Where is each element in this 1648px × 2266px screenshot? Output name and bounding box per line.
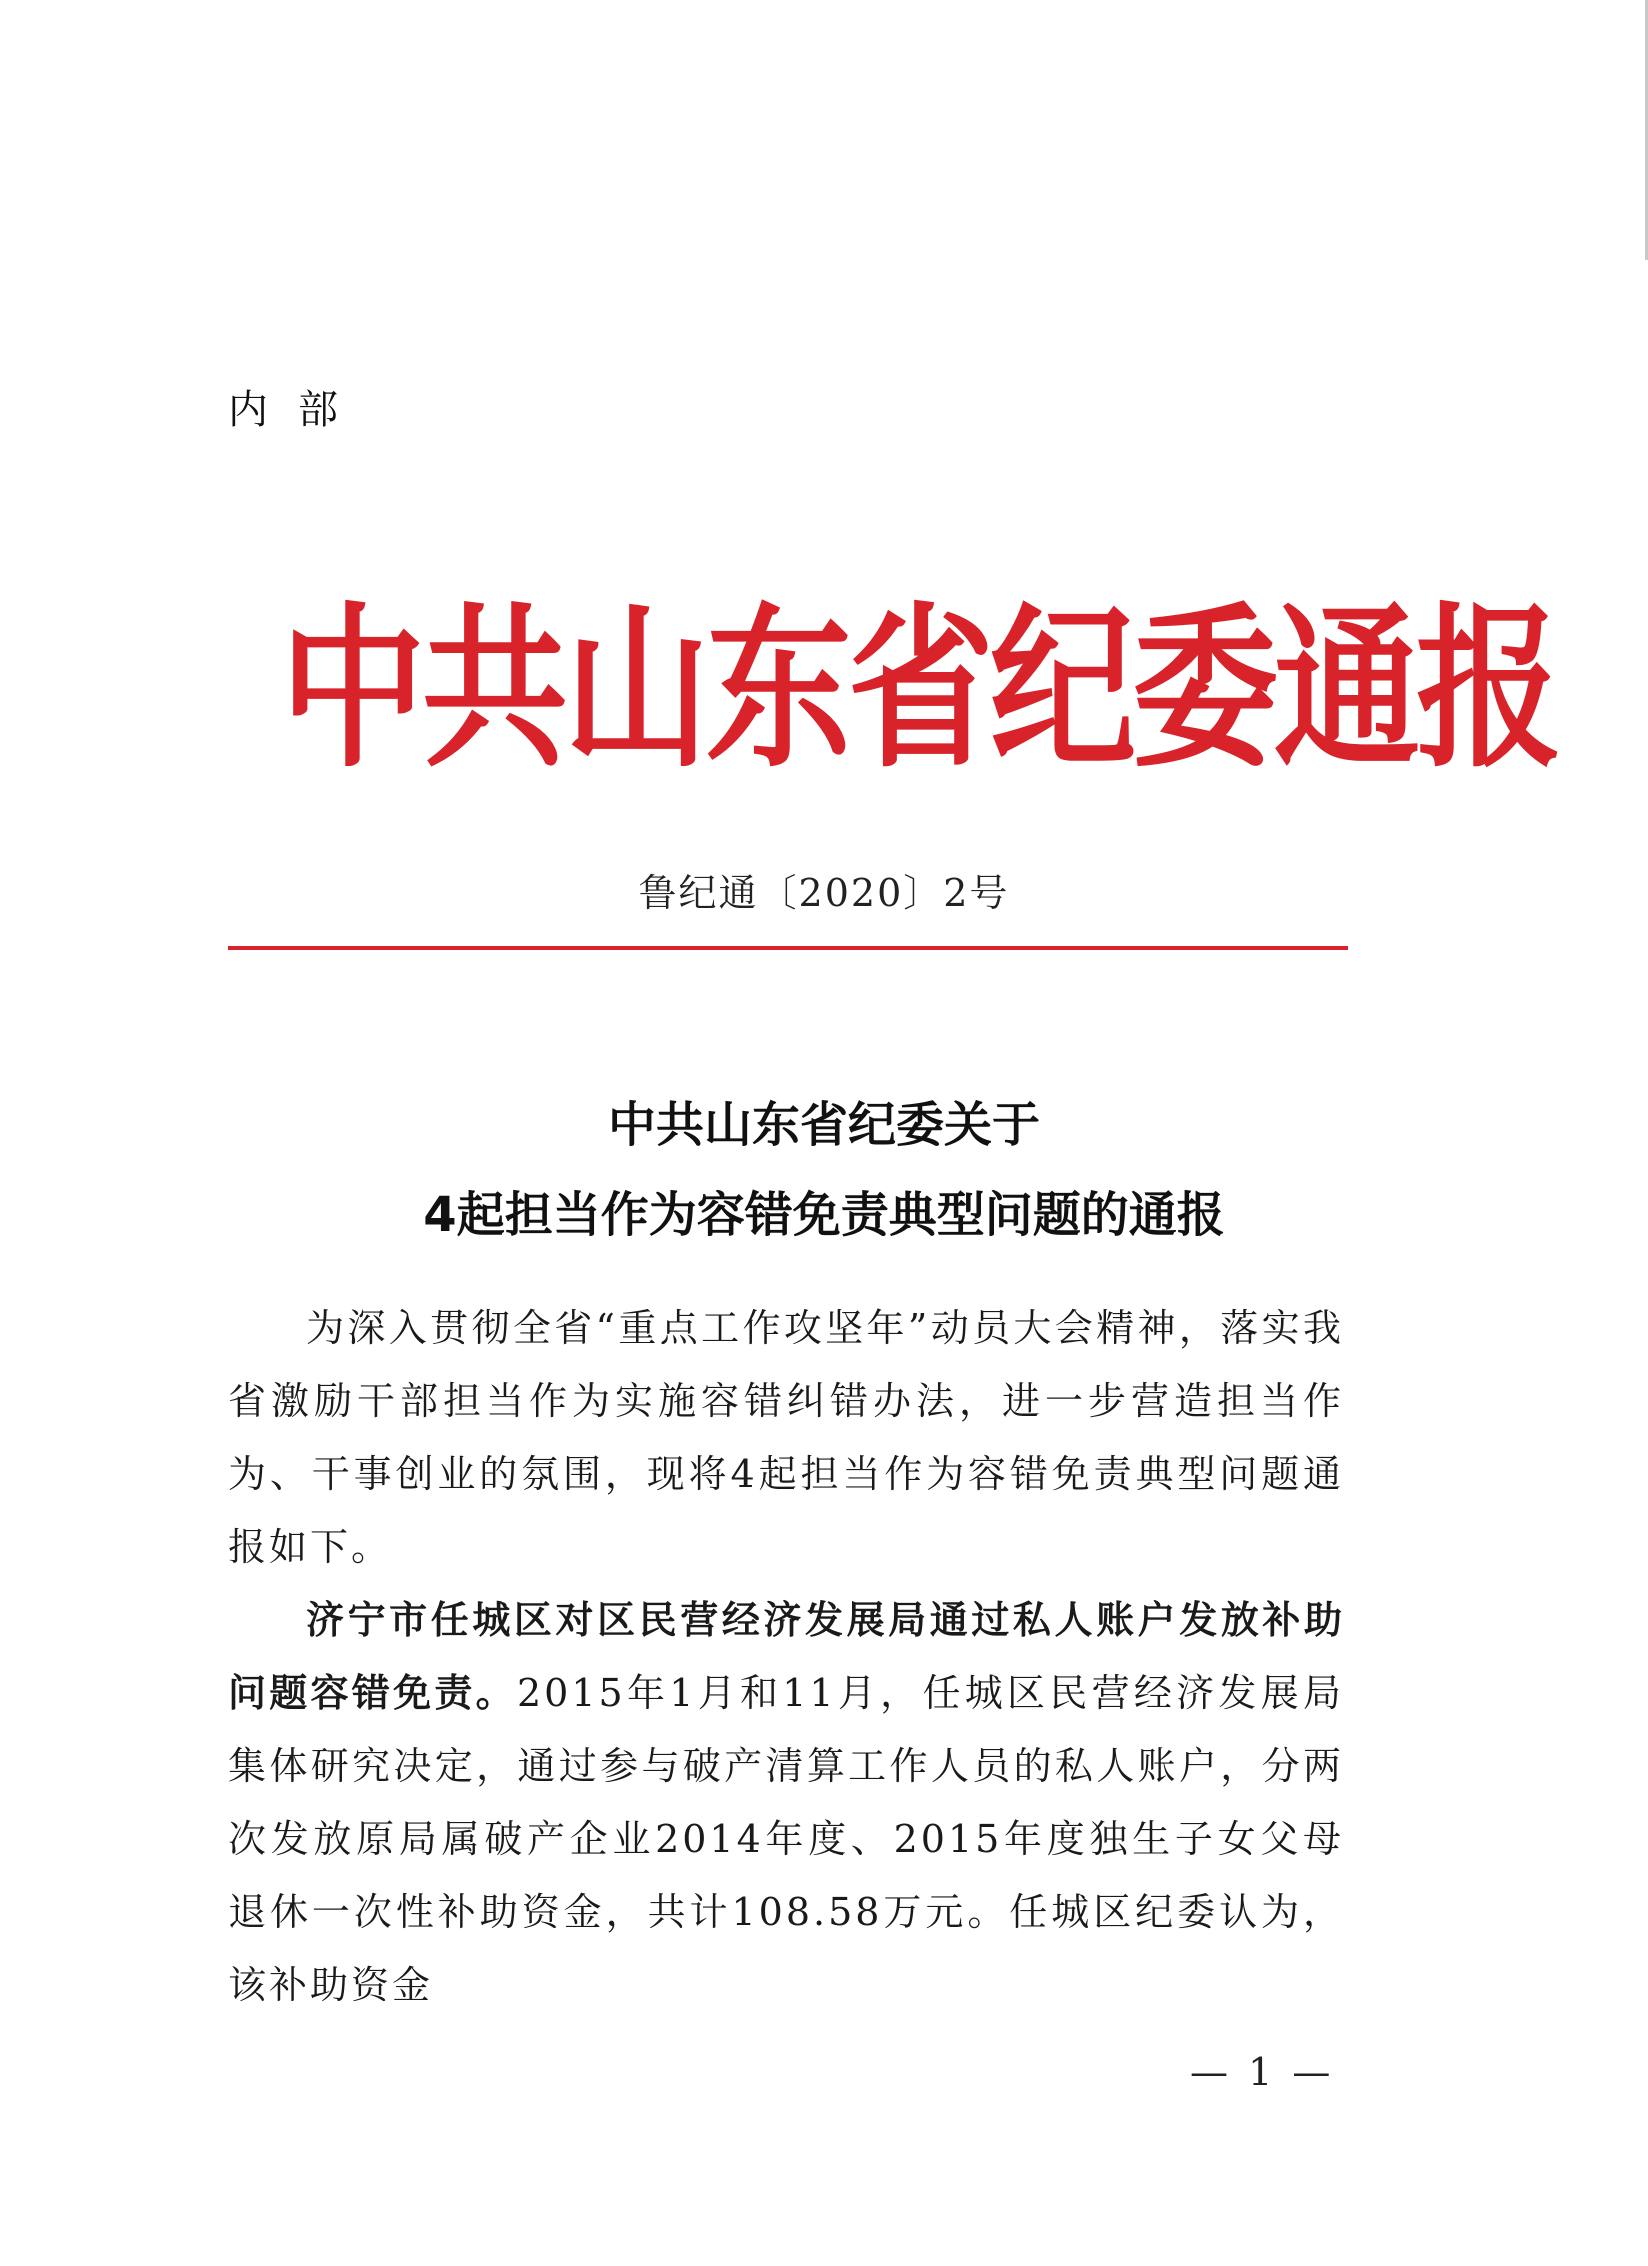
page-number: — 1 — — [1190, 2050, 1335, 2094]
title-line-1: 中共山东省纪委关于 — [607, 1097, 1040, 1153]
title-line-2: 4起担当作为容错免责典型问题的通报 — [423, 1187, 1225, 1243]
masthead-title: 中共山东省纪委通报 — [280, 587, 1558, 792]
document-number: 鲁纪通〔2020〕2号 — [638, 871, 1010, 915]
case-1-body: 2015年1月和11月，任城区民营经济发展局集体研究决定，通过参与破产清算工作人员的私人账户，分两次发放原局属破产企业2014年度、2015年度独生子女父母退休一次性补助资金，共计108.58万元。任城区纪委认为，该补助资金 — [228, 1671, 1344, 2007]
red-divider-line — [228, 946, 1348, 950]
classification-label: 内部 — [228, 387, 368, 433]
case-1-heading: 济宁市任城区对区民营经济发展局通过私人账户发放补助问题容错免责。 — [228, 1598, 1344, 1715]
body-text — [228, 1292, 1344, 2022]
paragraph-intro: 为深入贯彻全省“重点工作攻坚年”动员大会精神，落实我省激励干部担当作为实施容错纠错办法，进一步营造担当作为、干事创业的氛围，现将4起担当作为容错免责典型问题通报如下。 — [228, 1306, 1344, 1569]
paragraph-case-1 — [228, 1584, 1344, 2022]
